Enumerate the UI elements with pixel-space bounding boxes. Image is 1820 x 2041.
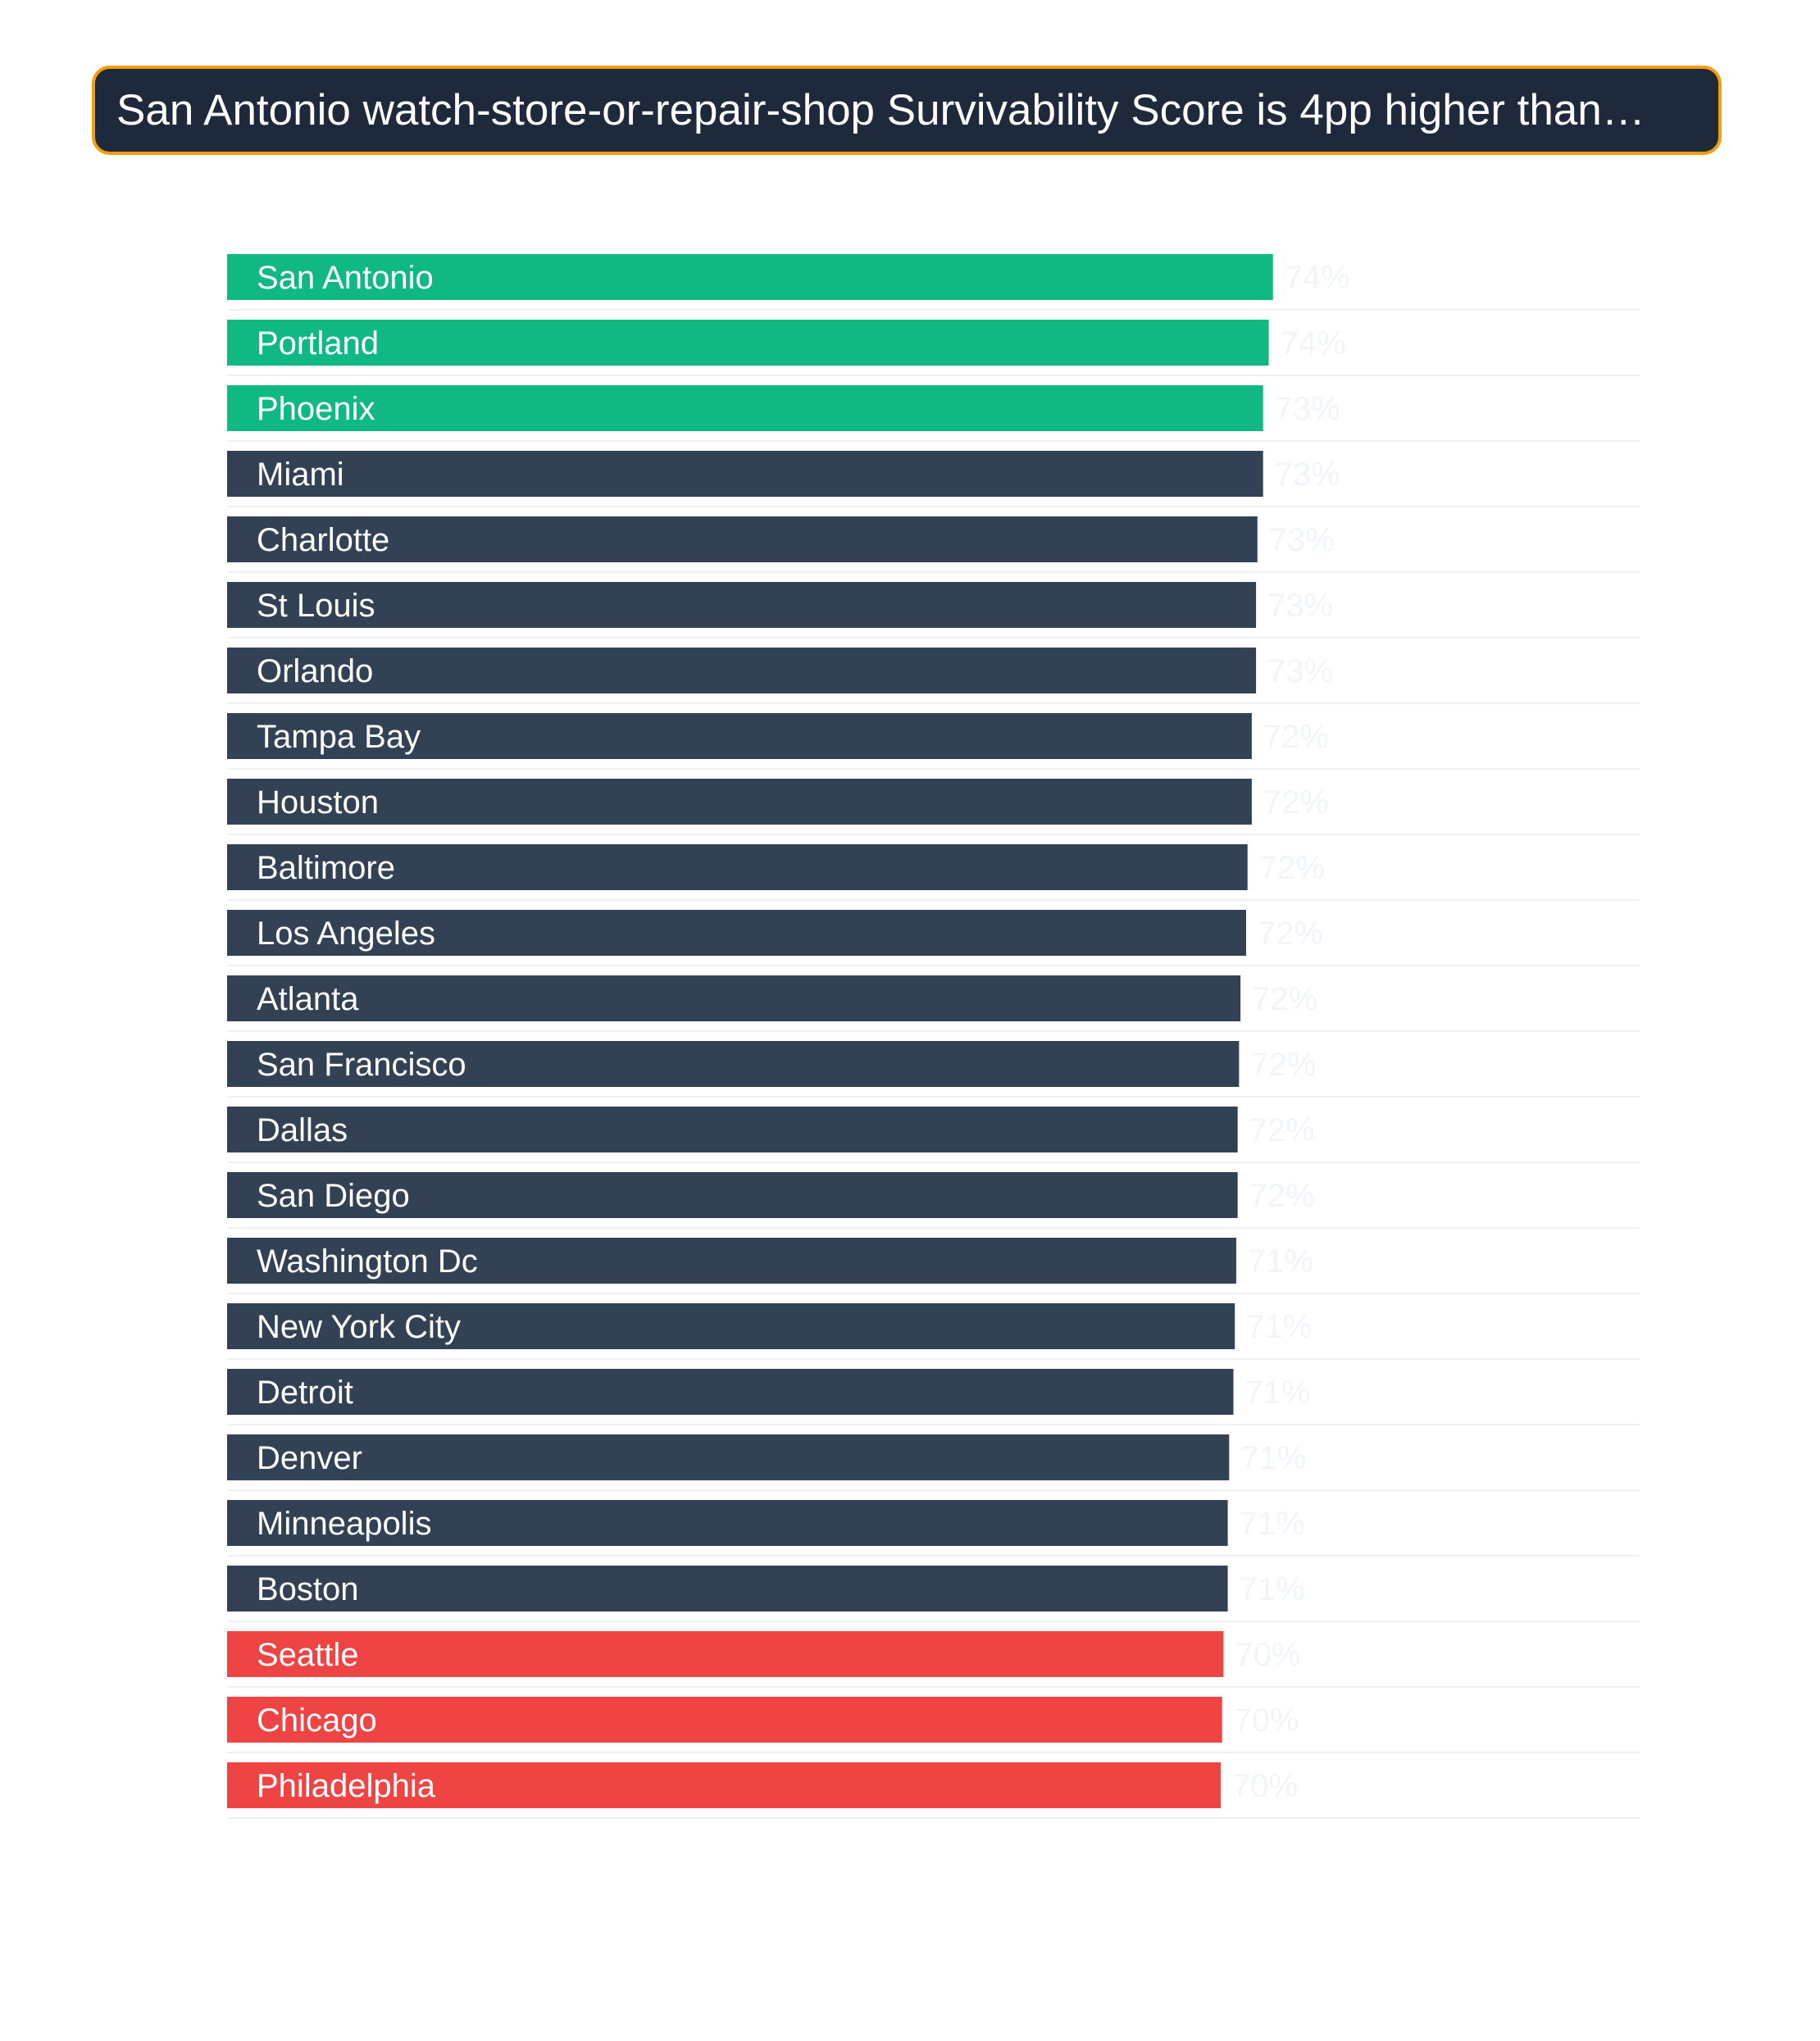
- bar: [227, 648, 1256, 693]
- bar-value-label: 71%: [1244, 1375, 1311, 1411]
- bar-value-label: 73%: [1267, 653, 1334, 689]
- bar-value-label: 70%: [1233, 1702, 1299, 1739]
- bar: [227, 1566, 1228, 1611]
- bar-category-label: Boston: [257, 1571, 359, 1607]
- bar-value-label: 70%: [1235, 1637, 1301, 1673]
- bar: [227, 779, 1252, 825]
- bar-category-label: Houston: [257, 784, 379, 820]
- bar-category-label: Phoenix: [257, 391, 375, 427]
- bar-value-label: 72%: [1252, 981, 1318, 1017]
- bar-category-label: Charlotte: [257, 522, 390, 558]
- bar-category-label: San Francisco: [257, 1047, 466, 1083]
- bar-category-label: Denver: [257, 1440, 362, 1476]
- bar: [227, 1631, 1223, 1677]
- bar: [227, 582, 1256, 628]
- bar: [227, 1434, 1229, 1480]
- bar: [227, 1107, 1238, 1152]
- bar-value-label: 72%: [1258, 916, 1324, 952]
- bar-category-label: Seattle: [257, 1637, 359, 1673]
- bar-category-label: Chicago: [257, 1702, 377, 1739]
- bar-value-label: 71%: [1247, 1243, 1313, 1280]
- bar-category-label: Atlanta: [257, 981, 359, 1017]
- bar: [227, 451, 1263, 497]
- bar-category-label: Minneapolis: [257, 1506, 432, 1542]
- bar-category-label: Tampa Bay: [257, 719, 421, 755]
- bar-value-label: 73%: [1267, 588, 1334, 624]
- bar-category-label: Philadelphia: [257, 1768, 435, 1804]
- bar-value-label: 74%: [1280, 325, 1346, 361]
- bar-value-label: 72%: [1250, 1047, 1317, 1083]
- bar: [227, 1369, 1233, 1415]
- bar-category-label: Washington Dc: [257, 1243, 478, 1280]
- bar-value-label: 72%: [1249, 1112, 1315, 1148]
- bar-value-label: 71%: [1240, 1440, 1307, 1476]
- bar-value-label: 71%: [1239, 1571, 1305, 1607]
- bar-value-label: 74%: [1284, 260, 1350, 296]
- bar-value-label: 73%: [1274, 391, 1340, 427]
- bar-value-label: 72%: [1263, 784, 1329, 820]
- bar-category-label: Detroit: [257, 1375, 353, 1411]
- bar-category-label: Portland: [257, 325, 379, 361]
- bar: [227, 975, 1240, 1021]
- bar-category-label: Los Angeles: [257, 916, 435, 952]
- bar-value-label: 71%: [1239, 1506, 1305, 1542]
- bar-category-label: San Diego: [257, 1178, 410, 1214]
- bar-category-label: Dallas: [257, 1112, 348, 1148]
- bar-category-label: Miami: [257, 457, 344, 493]
- chart-title: San Antonio watch-store-or-repair-shop Survivability Score is 4pp higher than…: [92, 66, 1722, 155]
- bar-value-label: 73%: [1268, 522, 1335, 558]
- bar-value-label: 72%: [1258, 850, 1325, 886]
- bar-value-label: 72%: [1263, 719, 1329, 755]
- bar-value-label: 72%: [1249, 1178, 1315, 1214]
- bar: [227, 385, 1263, 431]
- bar-category-label: Orlando: [257, 653, 374, 689]
- bar-category-label: St Louis: [257, 588, 375, 624]
- bar-value-label: 70%: [1231, 1768, 1299, 1804]
- bar: [227, 320, 1269, 366]
- bar-category-label: Baltimore: [257, 850, 395, 886]
- bar-category-label: New York City: [257, 1309, 461, 1345]
- bar-value-label: 71%: [1246, 1309, 1313, 1345]
- bar-category-label: San Antonio: [257, 260, 434, 296]
- bar-value-label: 73%: [1274, 457, 1340, 493]
